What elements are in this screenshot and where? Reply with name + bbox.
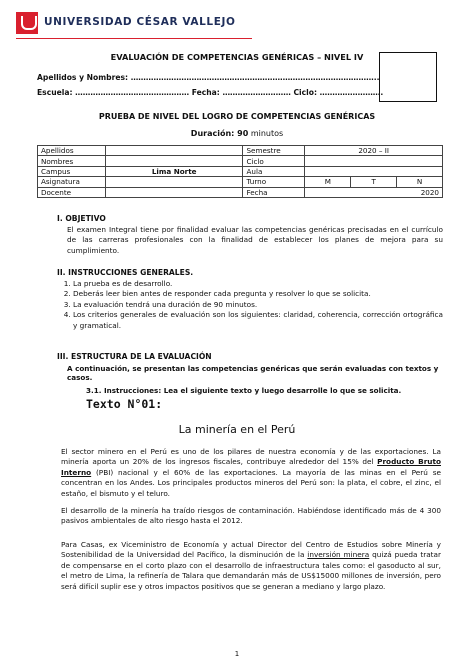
value-asignatura[interactable] [105, 177, 243, 187]
header-divider [16, 38, 252, 39]
list-item: 2. Deberás leer bien antes de responder cada pregunta y resolver lo que se solicita. [73, 289, 443, 299]
turno-option-t[interactable]: T [351, 177, 397, 187]
instructions-list-container [57, 279, 443, 331]
reading-title: La minería en el Perú [178, 423, 296, 436]
value-campus: Lima Norte [105, 166, 243, 176]
section-objetivo-heading: I. OBJETIVO [57, 214, 106, 223]
inversion-minera-link[interactable]: inversión minera [307, 550, 370, 560]
label-aula: Aula [243, 166, 305, 176]
value-ciclo[interactable] [305, 156, 443, 166]
label-campus: Campus [38, 166, 106, 176]
reading-paragraph-3 [61, 540, 441, 592]
section-objetivo-text: El examen Integral tiene por finalidad evaluar las competencias genéricas precisadas en el currículo de las carreras profesionales con la finalidad de establecer los planes de mejora para su cumplimiento. [67, 225, 443, 255]
document-title: EVALUACIÓN DE COMPETENCIAS GENÉRICAS – NIVEL IV [110, 52, 364, 62]
label-semestre: Semestre [243, 146, 305, 156]
reading-p1-text-b: (PBI) nacional y el 60% de las exportaciones. La mayoría de las minas en el Perú se concentran en los Andes. Los principales productos mineros del Perú son: la plata, el cobre, el zinc, el estaño, el bismuto y el teluro. [61, 467, 441, 498]
list-item: 4. Los criterios generales de evaluación son los siguientes: claridad, coherencia, corrección ortográfica y gramatical. [73, 310, 443, 331]
reading-p1-text-a: El sector minero en el Perú es uno de los pilares de nuestra economía y de las exportaciones. La minería aporta un 20% de los ingresos fiscales, contribuye alrededor del 15% del [61, 447, 441, 467]
section-estructura-heading: III. ESTRUCTURA DE LA EVALUACIÓN [57, 352, 212, 361]
label-docente: Docente [38, 187, 106, 197]
escuela-field: Escuela: ……………………………………… Fecha: ……………………… Ciclo: ……………………. [37, 88, 384, 97]
label-fecha: Fecha [243, 187, 305, 197]
turno-option-m[interactable]: M [305, 177, 351, 187]
value-fecha: 2020 [305, 187, 443, 197]
reading-paragraph-2: El desarrollo de la minería ha traído riesgos de contaminación. Habiéndose identificado más de 4 300 pasivos ambientales de alto riesgo hasta el 2012. [61, 506, 441, 526]
table-row [38, 177, 443, 187]
label-asignatura: Asignatura [38, 177, 106, 187]
page-number: 1 [234, 650, 240, 658]
reading-paragraph-1 [61, 447, 441, 499]
document-subtitle: PRUEBA DE NIVEL DEL LOGRO DE COMPETENCIAS GENÉRICAS [98, 112, 376, 121]
list-item: 3. La evaluación tendrá una duración de 90 minutos. [73, 300, 443, 310]
value-docente[interactable] [105, 187, 243, 197]
value-aula[interactable] [305, 166, 443, 176]
pbi-link[interactable]: Producto Bruto Interno [61, 457, 441, 477]
duration-unit: minutos [250, 129, 284, 138]
university-name: UNIVERSIDAD CÉSAR VALLEJO [44, 16, 236, 28]
value-apellidos[interactable] [105, 146, 243, 156]
table-row [38, 156, 443, 166]
student-info-table [37, 145, 443, 198]
value-semestre: 2020 – II [305, 146, 443, 156]
section-estructura-intro: A continuación, se presentan las competencias genéricas que serán evaluadas con textos y casos. [67, 364, 439, 382]
table-row [38, 187, 443, 197]
label-nombres: Nombres [38, 156, 106, 166]
university-logo-icon [16, 12, 38, 34]
instructions-list [57, 279, 443, 331]
reading-p3-text-a: Para Casas, ex Viceministro de Economía y actual Director del Centro de Estudios sobre Minería y Sostenibilidad de la Universidad del Pacífico, la disminución de la [61, 540, 441, 560]
text-number-label: Texto N°01: [86, 397, 163, 411]
table-row [38, 146, 443, 156]
duration-line: Duración: 90 minutos [190, 129, 284, 138]
duration-label: Duración [190, 129, 232, 138]
value-nombres[interactable] [105, 156, 243, 166]
apellidos-field: Apellidos y Nombres: …………………………………………………………………………………….. [37, 73, 380, 82]
instruction-3-1: 3.1. Instrucciones: Lea el siguiente texto y luego desarrolle lo que se solicita. [86, 386, 402, 395]
label-turno: Turno [243, 177, 305, 187]
label-ciclo: Ciclo [243, 156, 305, 166]
table-row [38, 166, 443, 176]
section-instrucciones-heading: II. INSTRUCCIONES GENERALES. [57, 268, 194, 277]
label-apellidos: Apellidos [38, 146, 106, 156]
list-item: 1. La prueba es de desarrollo. [73, 279, 443, 289]
turno-option-n[interactable]: N [397, 177, 443, 187]
reading-p3-text-b: quizá pueda tratar de compensarse en el corto plazo con el desarrollo de infraestructura tales como: el gasoducto al sur, el metro de Lima, la refinería de Talara que demandarán más de US$15000 millones de inversión, pero será difícil suplir ese y otros impactos positivos que se generan a mediano y largo plazo. [61, 550, 442, 591]
duration-value: 90 [237, 129, 249, 138]
